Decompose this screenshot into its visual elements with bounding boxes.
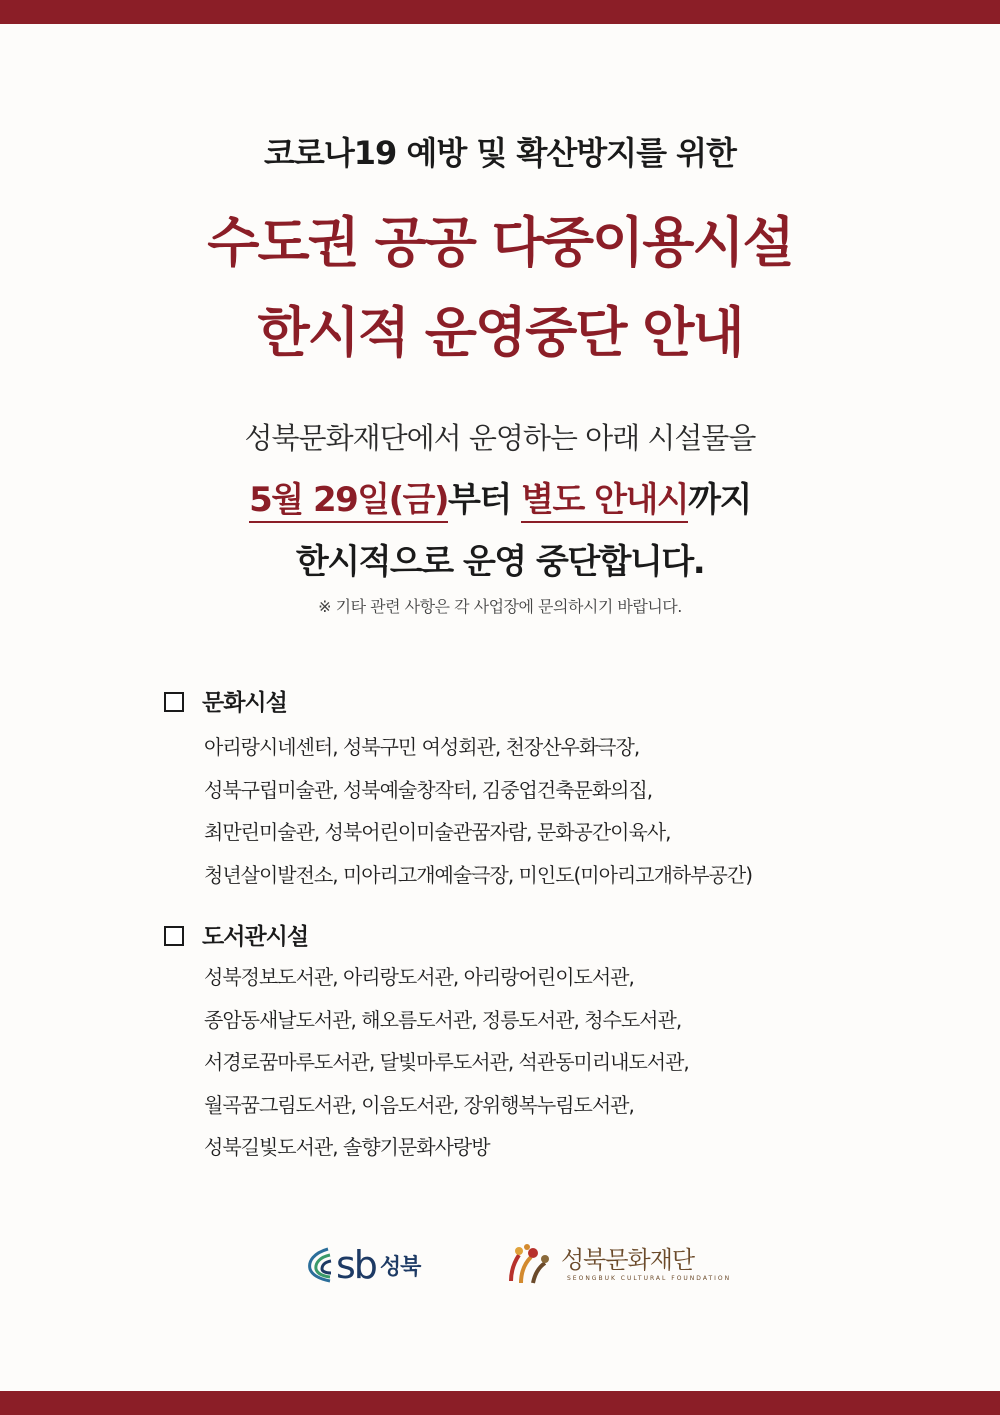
- title-line-1: 수도권 공공 다중이용시설: [207, 211, 793, 274]
- section-heading-label: 문화시설: [202, 690, 287, 716]
- checkbox-icon: [164, 926, 184, 946]
- list-item: 서경로꿈마루도서관, 달빛마루도서관, 석관동미리내도서관,: [204, 1050, 689, 1074]
- list-item: 성북구립미술관, 성북예술창작터, 김중업건축문화의집,: [204, 777, 653, 802]
- culture-facility-list: [204, 732, 752, 902]
- intro-text: 성북문화재단에서 운영하는 아래 시설물을: [244, 421, 756, 455]
- section-heading-culture: [164, 684, 287, 717]
- subtitle: 코로나19 예방 및 확산방지를 위한: [264, 134, 736, 172]
- list-item: 월곡꿈그림도서관, 이음도서관, 장위행복누림도서관,: [204, 1092, 634, 1117]
- notice-period: [0, 472, 1000, 521]
- notice-from: 부터: [448, 480, 511, 520]
- checkbox-icon: [164, 692, 184, 712]
- sb-logo-mark: sb: [336, 1243, 376, 1287]
- library-facility-list: [204, 962, 689, 1175]
- list-item: 성북정보도서관, 아리랑도서관, 아리랑어린이도서관,: [204, 965, 634, 989]
- list-item: 아리랑시네센터, 성북구민 여성회관, 천장산우화극장,: [204, 735, 640, 759]
- notice-until: 까지: [688, 480, 751, 520]
- foundation-logo-text: 성북문화재단: [561, 1246, 695, 1274]
- list-item: 최만린미술관, 성북어린이미술관꿈자람, 문화공간이육사,: [204, 820, 671, 844]
- seongbuk-gu-logo: [304, 1240, 420, 1290]
- list-item: 성북길빛도서관, 솔향기문화사랑방: [204, 1135, 490, 1159]
- cultural-foundation-logo: [505, 1238, 731, 1292]
- foundation-logo-english: SEONGBUK CULTURAL FOUNDATION: [567, 1275, 732, 1282]
- foundation-tree-icon: [505, 1241, 553, 1289]
- top-border-bar: [0, 0, 1000, 24]
- sb-logo-text: 성북: [379, 1254, 421, 1280]
- notice-statement: 한시적으로 운영 중단합니다.: [295, 542, 705, 582]
- section-heading-label: 도서관시설: [202, 924, 309, 950]
- section-heading-library: [164, 918, 308, 951]
- notice-until-highlight: 별도 안내시: [521, 480, 688, 523]
- notice-date: 5월 29일(금): [249, 480, 448, 523]
- list-item: 종암동새날도서관, 해오름도서관, 정릉도서관, 청수도서관,: [204, 1007, 682, 1032]
- contact-note: ※ 기타 관련 사항은 각 사업장에 문의하시기 바랍니다.: [318, 597, 682, 616]
- sb-swirl-icon: [304, 1245, 334, 1285]
- title-line-2: 한시적 운영중단 안내: [257, 301, 743, 364]
- bottom-border-bar: [0, 1391, 1000, 1415]
- list-item: 청년살이발전소, 미아리고개예술극장, 미인도(미아리고개하부공간): [204, 862, 752, 887]
